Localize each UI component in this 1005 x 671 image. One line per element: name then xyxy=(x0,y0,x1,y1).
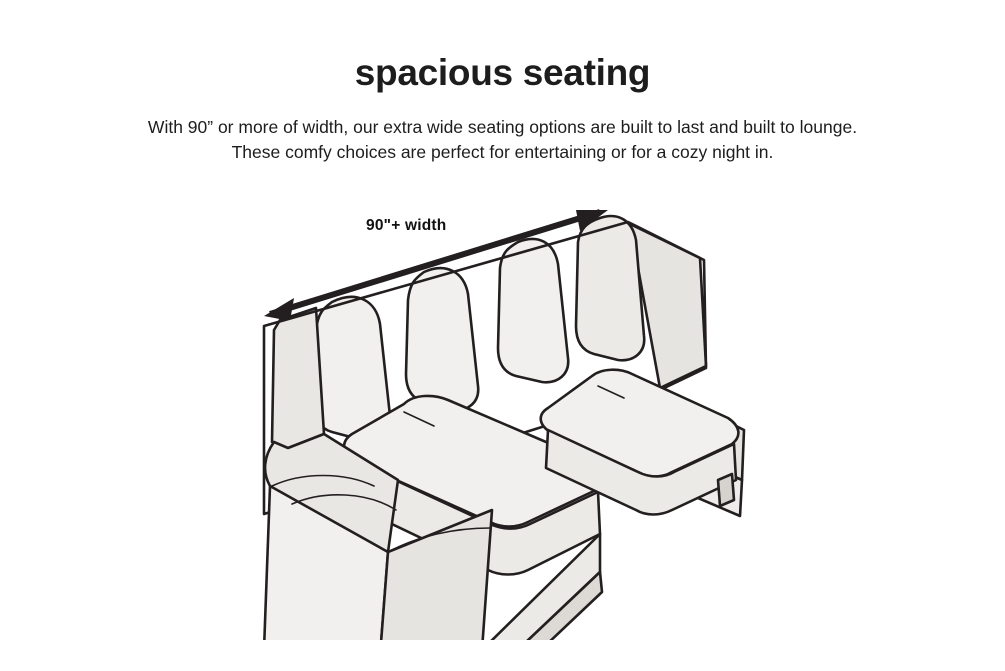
page-title: spacious seating xyxy=(354,52,651,93)
dimension-label: 90"+ width xyxy=(366,217,447,234)
description-line-1: With 90” or more of width, our extra wide seating options are built to last and built to lounge. xyxy=(147,117,858,137)
description-text xyxy=(88,115,918,165)
description-line-2: These comfy choices are perfect for entertaining or for a cozy night in. xyxy=(231,142,774,162)
sofa-illustration xyxy=(228,180,788,640)
sofa-illustration-svg xyxy=(228,180,788,640)
